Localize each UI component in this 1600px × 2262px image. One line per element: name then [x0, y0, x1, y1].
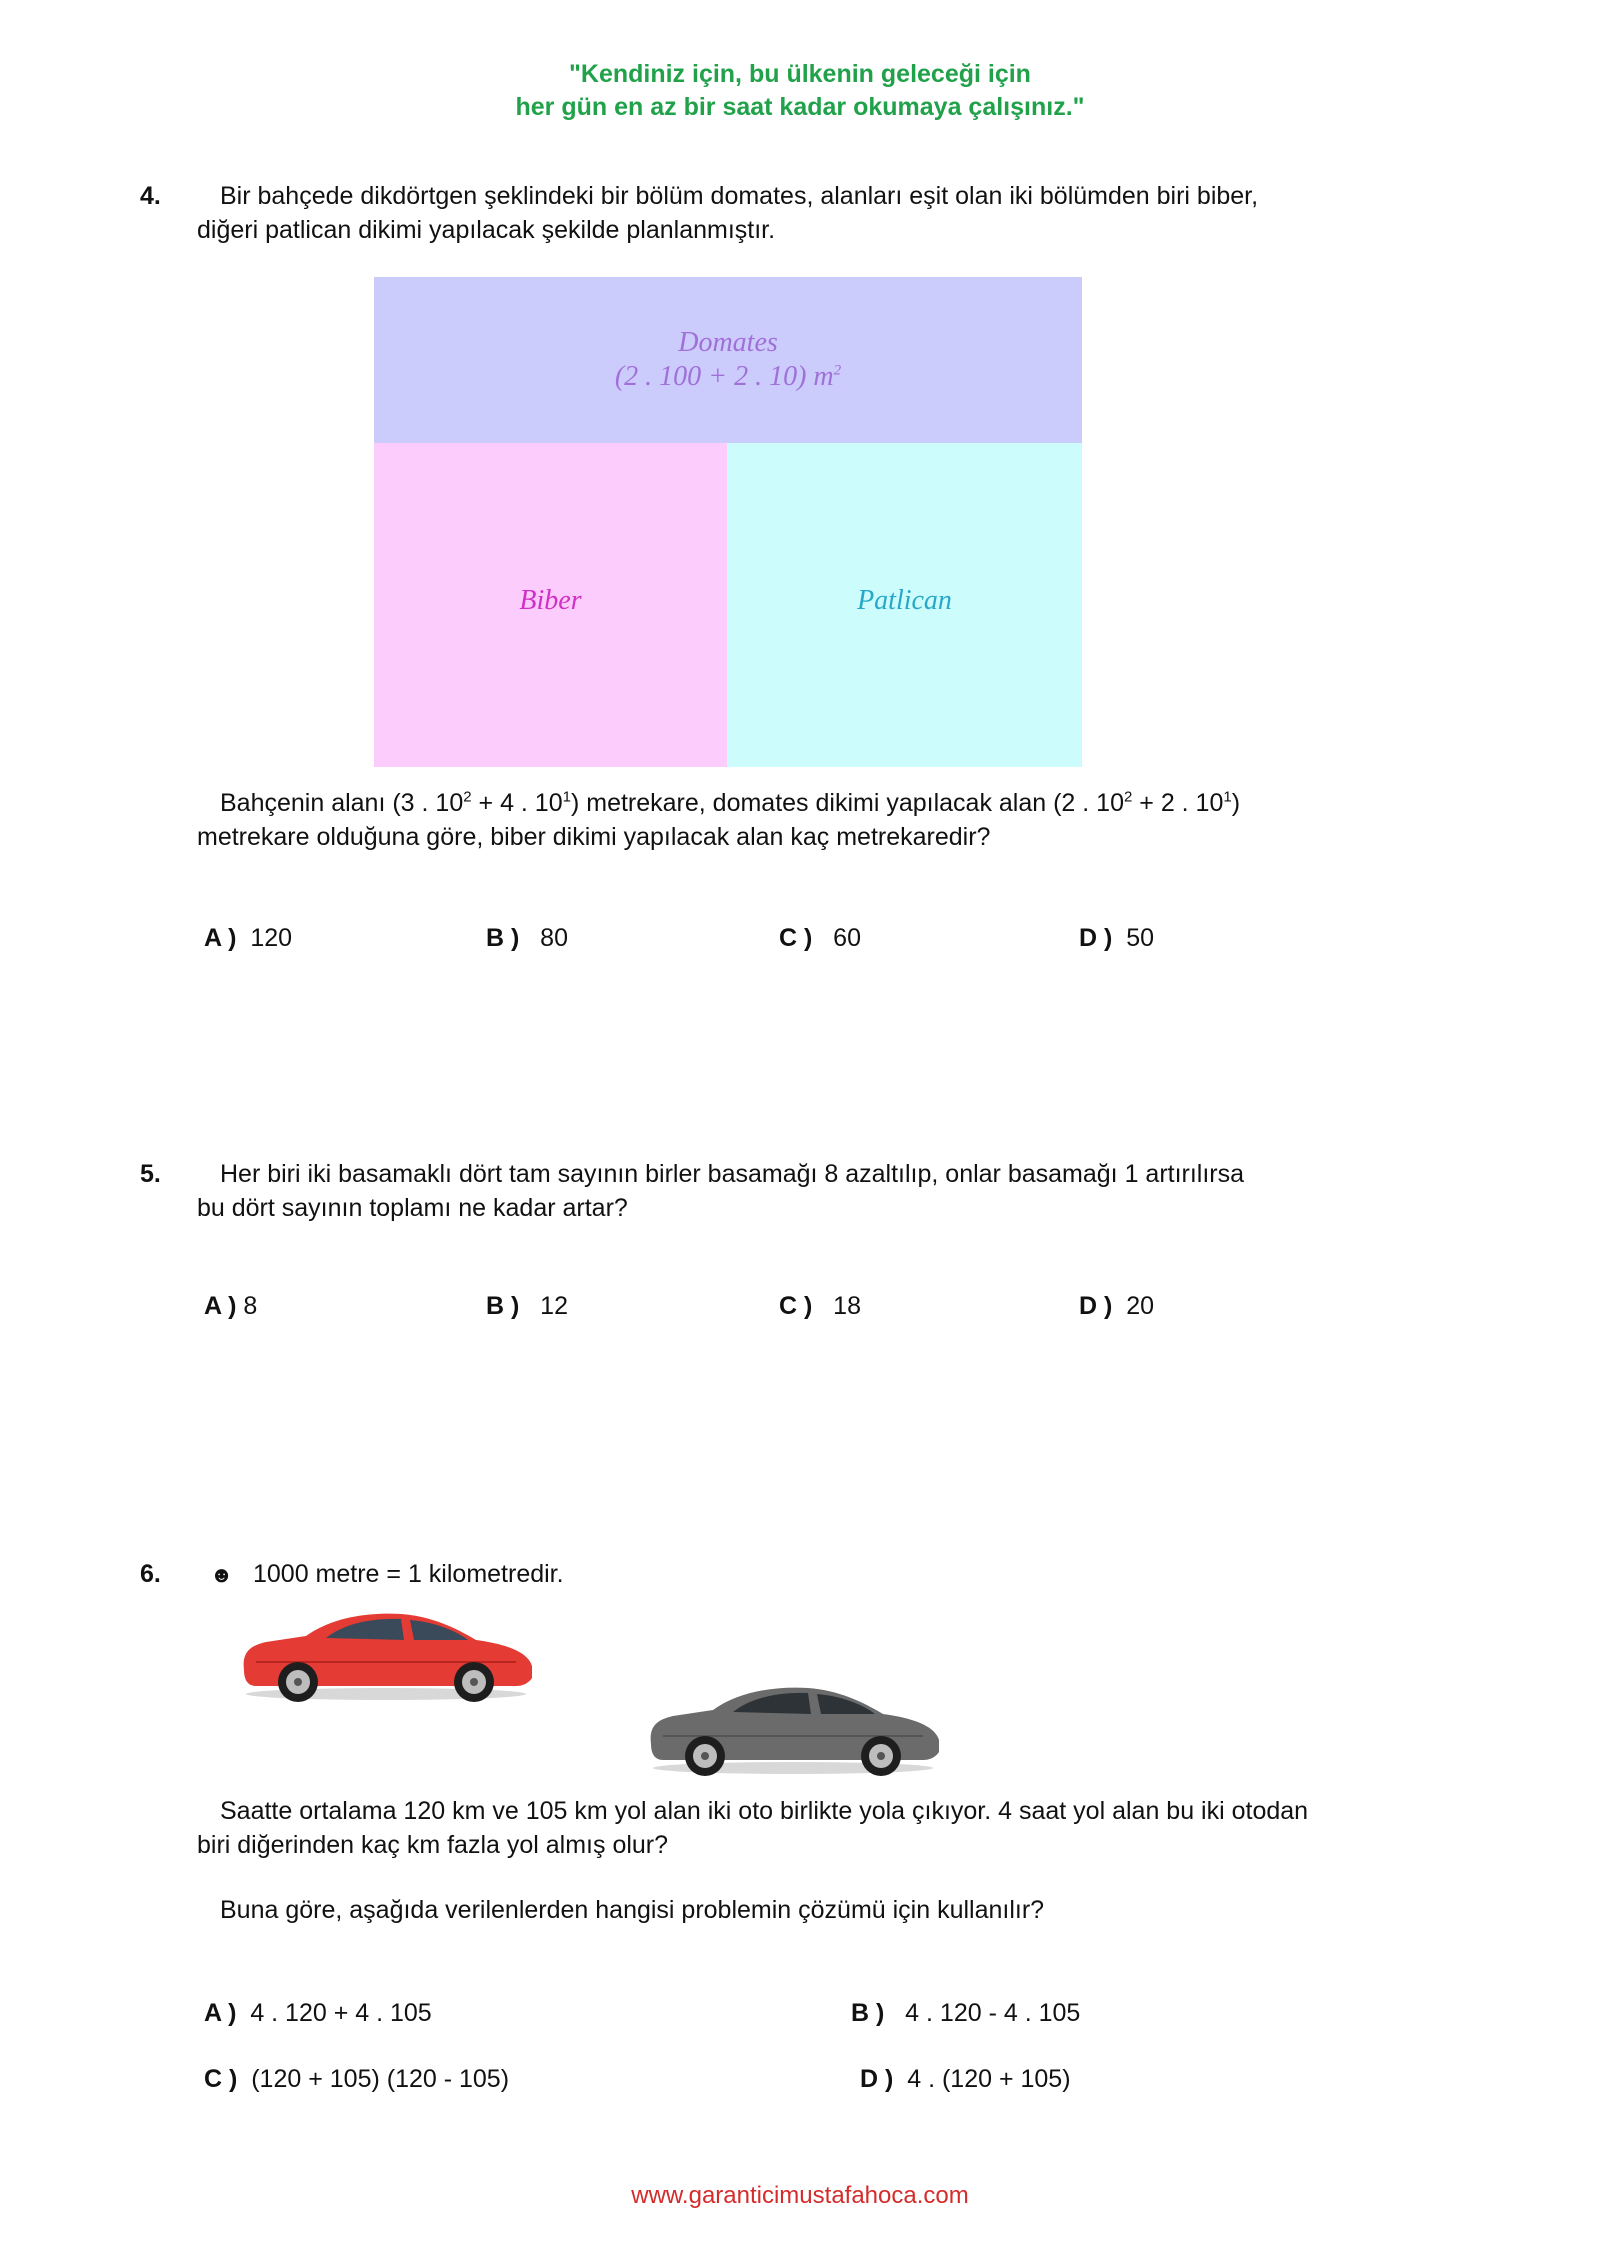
question-6-text-line-3: Buna göre, aşağıda verilenlerden hangisi problemin çözümü için kullanılır?	[220, 1896, 1045, 1924]
q4-option-d[interactable]: D ) 50	[1079, 924, 1155, 952]
motto-header	[0, 58, 1600, 124]
question-5-text-line-1: Her biri iki basamaklı dört tam sayının birler basamağı 8 azaltılıp, onlar basamağı 1 artırılırsa	[220, 1160, 1245, 1188]
q5-option-b[interactable]: B ) 12	[486, 1292, 568, 1320]
garden-diagram	[374, 277, 1082, 767]
motto-line-2: her gün en az bir saat kadar okumaya çalışınız."	[515, 93, 1085, 121]
question-4-text-line-1: Bir bahçede dikdörtgen şeklindeki bir bölüm domates, alanları eşit olan iki bölümden biri biber,	[220, 182, 1259, 210]
q4-option-c[interactable]: C ) 60	[779, 924, 861, 952]
smiley-bullet-icon: ☻	[210, 1562, 234, 1587]
question-4-text-line-2: diğeri patlican dikimi yapılacak şekilde planlanmıştır.	[197, 216, 776, 244]
q4-option-a[interactable]: A ) 120	[204, 924, 293, 952]
q6-option-a[interactable]: A ) 4 . 120 + 4 . 105	[204, 1999, 432, 2027]
question-4-prompt-line-2: metrekare olduğuna göre, biber dikimi yapılacak alan kaç metrekaredir?	[197, 823, 991, 851]
question-6-text-line-1: Saatte ortalama 120 km ve 105 km yol alan iki oto birlikte yola çıkıyor. 4 saat yol alan bu iki otodan	[220, 1797, 1309, 1825]
question-4-number: 4.	[140, 182, 161, 210]
domates-region	[374, 277, 1082, 443]
red-car-icon	[236, 1606, 536, 1702]
patlican-label: Patlican	[857, 585, 952, 616]
gray-car-icon	[643, 1680, 943, 1776]
domates-formula: (2 . 100 + 2 . 10) $m^2$	[614, 361, 842, 392]
q5-option-c[interactable]: C ) 18	[779, 1292, 861, 1320]
q6-option-c[interactable]: C ) (120 + 105) (120 - 105)	[204, 2065, 510, 2093]
q6-option-b[interactable]: B ) 4 . 120 - 4 . 105	[851, 1999, 1081, 2027]
q5-option-d[interactable]: D ) 20	[1079, 1292, 1155, 1320]
question-6-text-line-2: biri diğerinden kaç km fazla yol almış olur?	[197, 1831, 669, 1859]
q6-option-d[interactable]: D ) 4 . (120 + 105)	[860, 2065, 1071, 2093]
domates-label: Domates	[678, 327, 778, 358]
biber-label: Biber	[519, 585, 582, 616]
q5-option-a[interactable]: A ) 8	[204, 1292, 258, 1320]
biber-region	[374, 443, 727, 767]
question-6-fact: 1000 metre = 1 kilometredir.	[253, 1560, 564, 1588]
question-5-number: 5.	[140, 1160, 161, 1188]
patlican-region	[727, 443, 1082, 767]
motto-line-1: "Kendiniz için, bu ülkenin geleceği için	[569, 60, 1031, 88]
q4-option-b[interactable]: B ) 80	[486, 924, 568, 952]
question-6-number: 6.	[140, 1560, 161, 1588]
question-4-prompt-line-1: Bahçenin alanı (3 . $10^2 + 4$ . $10^1$) metrekare, domates dikimi yapılacak alan (2 . $10^2 + 2$ . $10^1$)	[220, 788, 1241, 817]
footer-website-link[interactable]: www.garanticimustafahoca.com	[631, 2182, 969, 2209]
question-5-text-line-2: bu dört sayının toplamı ne kadar artar?	[197, 1194, 628, 1222]
